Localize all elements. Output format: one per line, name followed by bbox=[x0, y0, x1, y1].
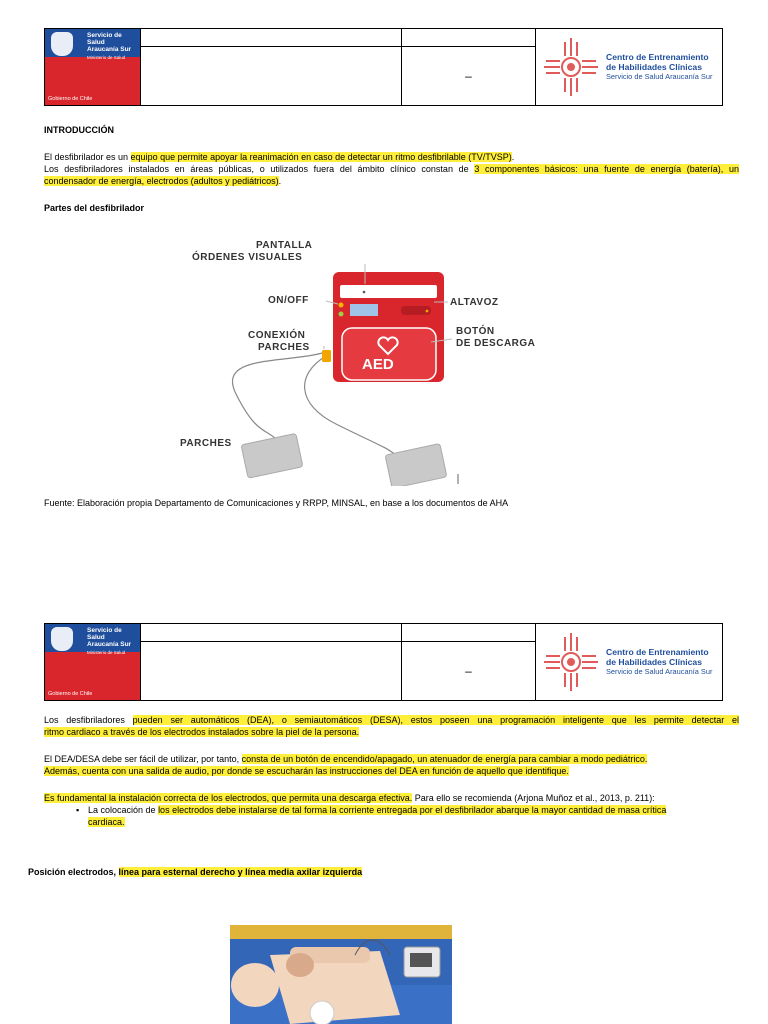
logo-text: Araucanía Sur bbox=[87, 641, 132, 648]
cehc-logo-icon bbox=[542, 629, 600, 695]
label-onoff: ON/OFF bbox=[268, 295, 309, 306]
paragraph-intro-2b: condensador de energía, electrodos (adultos y pediátricos). bbox=[44, 176, 282, 186]
section-heading: INTRODUCCIÓN bbox=[44, 125, 114, 135]
bullet-item-cont: cardiaca. bbox=[88, 817, 125, 827]
brand-title: de Habilidades Clínicas bbox=[606, 657, 702, 667]
header-cell bbox=[141, 624, 402, 700]
label-ordenes: ÓRDENES VISUALES bbox=[192, 252, 303, 263]
paragraph-types-2: ritmo cardiaco a través de los electrodos instalados sobre la piel de la persona. bbox=[44, 727, 360, 737]
label-descarga: DE DESCARGA bbox=[456, 338, 536, 349]
page-header-2 bbox=[44, 623, 723, 701]
brand-title: Centro de Entrenamiento bbox=[606, 52, 709, 62]
header-cell bbox=[402, 29, 536, 105]
logo-gov: Gobierno de Chile bbox=[48, 691, 93, 697]
brand-subtitle: Servicio de Salud Araucanía Sur bbox=[606, 667, 713, 676]
header-cell bbox=[141, 29, 402, 105]
label-parches: PARCHES bbox=[180, 438, 232, 449]
cehc-logo-icon bbox=[542, 34, 600, 100]
chile-crest-icon bbox=[51, 627, 73, 651]
ssas-logo bbox=[45, 624, 141, 700]
paragraph-usage-2: Además, cuenta con una salida de audio, por donde se escucharán las instrucciones del DEA en función de aquello que identifique. bbox=[44, 766, 569, 776]
label-altavoz: ALTAVOZ bbox=[450, 297, 499, 308]
label-pantalla: PANTALLA bbox=[256, 240, 313, 251]
logo-text: Servicio de bbox=[87, 627, 122, 634]
ssas-logo bbox=[45, 29, 141, 105]
header-dash: – bbox=[465, 664, 472, 678]
paragraph-intro-2: Los desfibriladores instalados en áreas públicas, o utilizados fuera del ámbito clínico constan de 3 componentes básicos: una fuente de energía (batería), un bbox=[44, 164, 739, 174]
header-cell bbox=[402, 624, 536, 700]
aed-label: AED bbox=[362, 356, 394, 373]
figure-source: Fuente: Elaboración propia Departamento de Comunicaciones y RRPP, MINSAL, en base a los documentos de AHA bbox=[44, 498, 509, 508]
paragraph-types-1: Los desfibriladores pueden ser automáticos (DEA), o semiautomáticos (DESA), estos poseen una programación inteligente que les permite detectar el bbox=[44, 715, 739, 725]
logo-ministry: Ministerio de Salud bbox=[87, 55, 126, 60]
parts-title: Partes del desfibrilador bbox=[44, 203, 145, 213]
bullet-icon: ▪ bbox=[76, 805, 80, 815]
paragraph-intro-1: El desfibrilador es un equipo que permite apoyar la reanimación en caso de detectar un ritmo desfibrilable (TV/TVSP). bbox=[44, 152, 515, 162]
defibrillator-diagram bbox=[176, 234, 560, 486]
page-header-1 bbox=[44, 28, 723, 106]
electrode-position: Posición electrodos, línea para esternal derecho y línea media axilar izquierda bbox=[28, 867, 363, 877]
logo-text: Salud bbox=[87, 634, 105, 641]
chile-crest-icon bbox=[51, 32, 73, 56]
header-dash: – bbox=[465, 69, 472, 83]
logo-text: Salud bbox=[87, 39, 105, 46]
paragraph-usage-1: El DEA/DESA debe ser fácil de utilizar, por tanto, consta de un botón de encendido/apagado, un atenuador de energía para cambiar a modo pediátrico. bbox=[44, 754, 648, 764]
paragraph-electrodes: Es fundamental la instalación correcta de los electrodos, que permita una descarga efectiva. Para ello se recomienda (Arjona Muñoz et al., 2013, p. 211): bbox=[44, 793, 655, 803]
brand-title: de Habilidades Clínicas bbox=[606, 62, 702, 72]
cehc-brand bbox=[536, 624, 722, 700]
label-conexion: CONEXIÓN bbox=[248, 330, 306, 341]
logo-text: Araucanía Sur bbox=[87, 46, 132, 53]
manikin-photo-illustration bbox=[230, 925, 452, 1024]
logo-ministry: Ministerio de Salud bbox=[87, 650, 126, 655]
brand-subtitle: Servicio de Salud Araucanía Sur bbox=[606, 72, 713, 81]
logo-gov: Gobierno de Chile bbox=[48, 96, 93, 102]
logo-text: Servicio de bbox=[87, 32, 122, 39]
cehc-brand bbox=[536, 29, 722, 105]
label-boton: BOTÓN bbox=[456, 326, 495, 337]
brand-title: Centro de Entrenamiento bbox=[606, 647, 709, 657]
training-photo bbox=[230, 925, 452, 1024]
label-parches-conexion: PARCHES bbox=[258, 342, 310, 353]
bullet-item: La colocación de los electrodos debe instalarse de tal forma la corriente entregada por el desfibrilador abarque la mayor cantidad de masa crítica bbox=[88, 805, 667, 815]
